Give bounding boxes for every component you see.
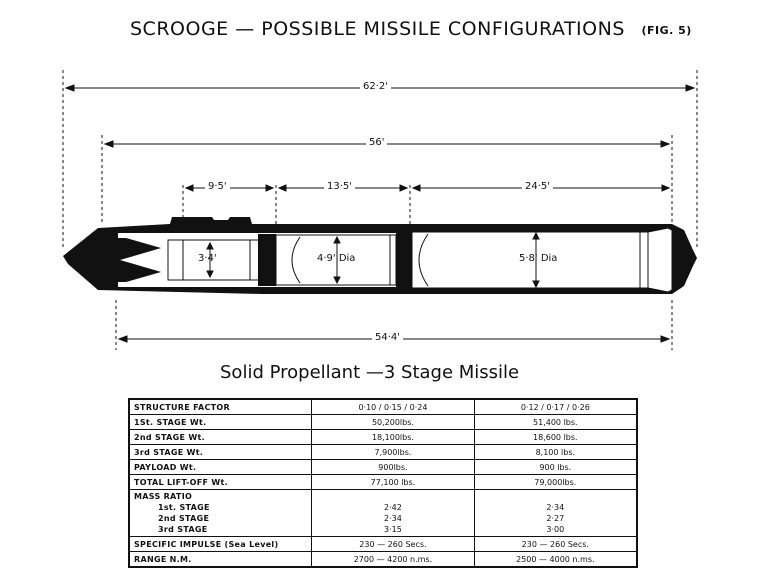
config-a-value: 50,200lbs. [312,415,474,430]
specification-table [128,398,638,568]
table-row [129,445,637,460]
missile-diagram [0,60,768,360]
row-label: 2nd STAGE Wt. [129,430,312,445]
config-a-value: 18,100lbs. [312,430,474,445]
figure-number: (FIG. 5) [641,24,692,37]
diameter-stage3-label: 3·4' [198,253,217,264]
missile-body [63,217,697,294]
mass-ratio-stage-label: 1st. STAGE [158,503,210,512]
dim-stage3-label: 9·5' [205,181,230,192]
dim-stage2-label: 13·5' [324,181,355,192]
dim-body-label: 56' [366,137,387,148]
config-b-value: 900 lbs. [474,460,637,475]
row-label: TOTAL LIFT-OFF Wt. [129,475,312,490]
config-a-mass-ratios [312,490,474,537]
row-label: 3rd STAGE Wt. [129,445,312,460]
config-b-value: 8,100 lbs. [474,445,637,460]
config-a-value: 7,900lbs. [312,445,474,460]
mass-ratio-labels [129,490,312,537]
mass-ratio-stage-label: 2nd STAGE [158,514,210,523]
row-label: RANGE N.M. [129,552,312,568]
config-b-value: 2·34 [546,503,565,512]
configuration-subtitle: Solid Propellant —3 Stage Missile [220,362,520,383]
config-a-value: 230 — 260 Secs. [312,537,474,552]
config-b-value: 230 — 260 Secs. [474,537,637,552]
table-row [129,430,637,445]
table-row [129,552,637,568]
config-a-value: 2·42 [384,503,402,512]
table-row-mass-ratio [129,490,637,537]
config-a-value: 2700 — 4200 n.ms. [312,552,474,568]
config-a-value: 3·15 [384,525,402,534]
diameter-stage2-label: 4·9' Dia [317,253,356,264]
title-text: SCROOGE — POSSIBLE MISSILE CONFIGURATIONS [130,18,625,40]
config-a-value: 900lbs. [312,460,474,475]
config-b-mass-ratios [474,490,637,537]
config-a-value: 77,100 lbs. [312,475,474,490]
table-row [129,475,637,490]
row-label: SPECIFIC IMPULSE (Sea Level) [129,537,312,552]
dim-overall-label: 62·2' [360,81,391,92]
diameter-stage1-label: 5·8' Dia [519,253,558,264]
config-b-value: 2500 — 4000 n.ms. [474,552,637,568]
row-label: PAYLOAD Wt. [129,460,312,475]
config-a-value: 0·10 / 0·15 / 0·24 [312,399,474,415]
config-b-value: 51,400 lbs. [474,415,637,430]
row-label: 1St. STAGE Wt. [129,415,312,430]
table-row [129,415,637,430]
config-b-value: 79,000lbs. [474,475,637,490]
table-row [129,399,637,415]
row-label: STRUCTURE FACTOR [129,399,312,415]
diagram-title [130,18,692,40]
table-row [129,537,637,552]
config-b-value: 0·12 / 0·17 / 0·26 [474,399,637,415]
table-row [129,460,637,475]
config-b-value: 3·00 [546,525,565,534]
dim-stage1-label: 24·5' [522,181,553,192]
mass-ratio-heading: MASS RATIO [134,492,193,501]
dim-case-label: 54·4' [372,332,403,343]
config-b-value: 18,600 lbs. [474,430,637,445]
config-b-value: 2·27 [546,514,565,523]
config-a-value: 2·34 [384,514,402,523]
mass-ratio-stage-label: 3rd STAGE [158,525,208,534]
